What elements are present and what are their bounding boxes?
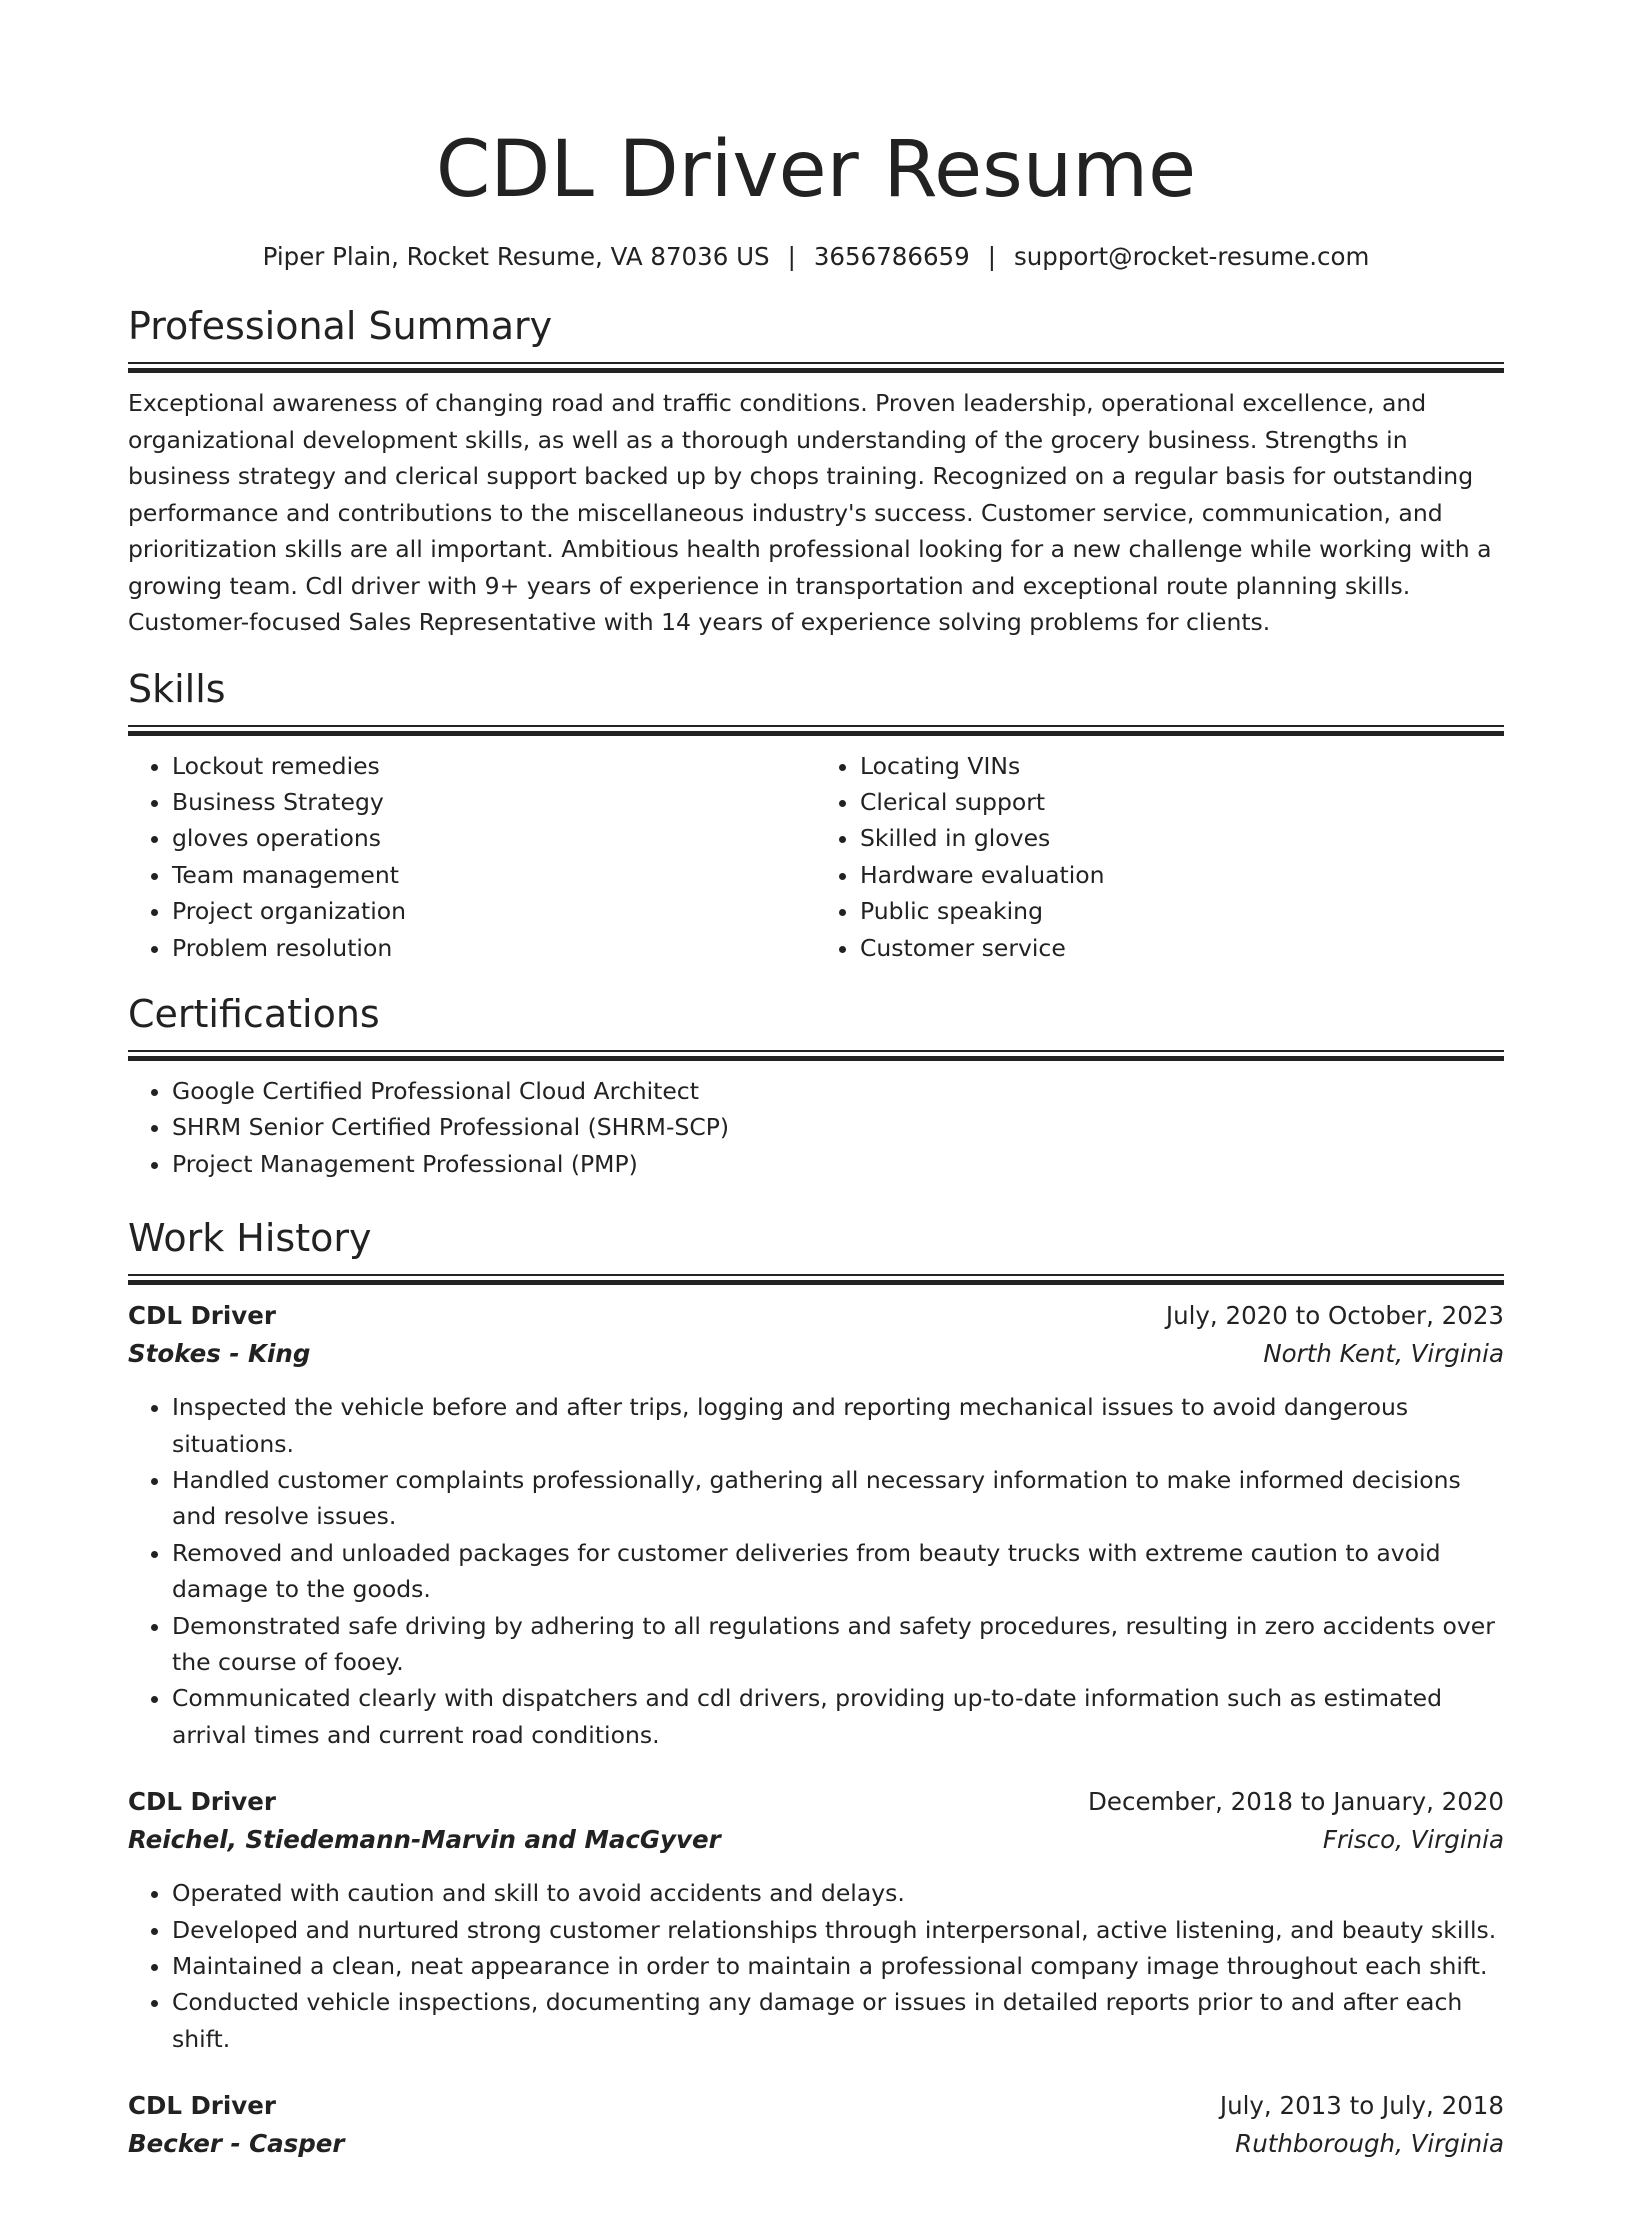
work-history-section [128, 1212, 1504, 2163]
contact-separator: | [787, 242, 796, 271]
section-divider [128, 1274, 1504, 1285]
resume-page [0, 118, 1632, 2230]
contact-phone: 3656786659 [813, 242, 970, 271]
resume-title: CDL Driver Resume [435, 125, 1197, 215]
job-header [128, 1297, 1504, 1335]
job-bullet: • Communicated clearly with dispatchers and cdl drivers, providing up-to-date information such as estimated arrival times and current road conditions. [172, 1680, 1504, 1753]
job-bullet: • Demonstrated safe driving by adhering to all regulations and safety procedures, resulting in zero accidents over the course of fooey. [172, 1608, 1504, 1681]
section-divider [128, 1050, 1504, 1061]
job-bullet: • Conducted vehicle inspections, documenting any damage or issues in detailed reports prior to and after each shift. [172, 1984, 1504, 2057]
job-company: Becker - Casper [128, 2129, 345, 2159]
job-subheader [128, 1335, 1504, 1373]
job-entry [128, 1297, 1504, 1753]
summary-section [128, 300, 1504, 641]
skills-section [128, 663, 1504, 966]
job-entry [128, 1783, 1504, 2057]
skill-item: • Team management [172, 857, 816, 893]
job-dates: July, 2013 to July, 2018 [1219, 2091, 1504, 2121]
job-company: Stokes - King [128, 1339, 311, 1369]
job-header [128, 2087, 1504, 2125]
certifications-heading: Certifications [128, 991, 380, 1036]
skill-item: • Clerical support [860, 784, 1504, 820]
job-dates: July, 2020 to October, 2023 [1165, 1301, 1504, 1331]
certifications-list [128, 1073, 1504, 1182]
job-location: North Kent, Virginia [1263, 1339, 1504, 1369]
contact-address: Piper Plain, Rocket Resume, VA 87036 US [262, 242, 770, 271]
skills-list-left [128, 748, 816, 966]
skill-item: • Project organization [172, 893, 816, 929]
job-header [128, 1783, 1504, 1821]
contact-email: support@rocket-resume.com [1014, 242, 1370, 271]
skill-item: • Public speaking [860, 893, 1504, 929]
job-entry [128, 2087, 1504, 2163]
certifications-section [128, 988, 1504, 1182]
job-bullet: • Removed and unloaded packages for customer deliveries from beauty trucks with extreme caution to avoid damage to the goods. [172, 1535, 1504, 1608]
summary-text: Exceptional awareness of changing road and traffic conditions. Proven leadership, operational excellence, and organizational development skills, as well as a thorough understanding of the grocery business. Strengths in business strategy and clerical support backed up by chops training. Recognized on a regular basis for outstanding performance and contributions to the miscellaneous industry's success. Customer service, communication, and prioritization skills are all important. Ambitious health professional looking for a new challenge while working with a growing team. Cdl driver with 9+ years of experience in transportation and exceptional route planning skills. Customer-focused Sales Representative with 14 years of experience solving problems for clients. [128, 389, 1492, 636]
job-bullet: • Inspected the vehicle before and after trips, logging and reporting mechanical issues to avoid dangerous situations. [172, 1389, 1504, 1462]
job-bullet: • Developed and nurtured strong customer relationships through interpersonal, active listening, and beauty skills. [172, 1912, 1504, 1948]
skill-item: • Business Strategy [172, 784, 816, 820]
job-title: CDL Driver [128, 2091, 276, 2121]
skills-grid [128, 748, 1504, 966]
skill-item: • Locating VINs [860, 748, 1504, 784]
job-company: Reichel, Stiedemann-Marvin and MacGyver [128, 1825, 721, 1855]
skill-item: • gloves operations [172, 820, 816, 856]
summary-heading: Professional Summary [128, 304, 553, 348]
skill-item: • Hardware evaluation [860, 857, 1504, 893]
skill-item: • Lockout remedies [172, 748, 816, 784]
section-divider [128, 362, 1504, 373]
skills-heading: Skills [128, 666, 226, 711]
skill-item: • Problem resolution [172, 930, 816, 966]
work-history-heading: Work History [128, 1216, 372, 1261]
skills-list-right [816, 748, 1504, 966]
job-bullet: • Handled customer complaints professionally, gathering all necessary information to make informed decisions and resolve issues. [172, 1462, 1504, 1535]
job-dates: December, 2018 to January, 2020 [1088, 1787, 1504, 1817]
job-title: CDL Driver [128, 1787, 276, 1817]
certification-item: • SHRM Senior Certified Professional (SHRM-SCP) [172, 1109, 1504, 1145]
job-subheader [128, 2125, 1504, 2163]
section-divider [128, 725, 1504, 736]
contact-line [128, 240, 1504, 274]
job-subheader [128, 1821, 1504, 1859]
job-bullets [128, 1875, 1504, 2057]
job-location: Ruthborough, Virginia [1235, 2129, 1504, 2159]
contact-separator: | [987, 242, 996, 271]
job-bullet: • Maintained a clean, neat appearance in order to maintain a professional company image throughout each shift. [172, 1948, 1504, 1984]
certification-item: • Project Management Professional (PMP) [172, 1146, 1504, 1182]
job-location: Frisco, Virginia [1322, 1825, 1504, 1855]
skill-item: • Skilled in gloves [860, 820, 1504, 856]
certification-item: • Google Certified Professional Cloud Architect [172, 1073, 1504, 1109]
job-bullets [128, 1389, 1504, 1753]
job-title: CDL Driver [128, 1301, 276, 1331]
job-bullet: • Operated with caution and skill to avoid accidents and delays. [172, 1875, 1504, 1911]
skill-item: • Customer service [860, 930, 1504, 966]
